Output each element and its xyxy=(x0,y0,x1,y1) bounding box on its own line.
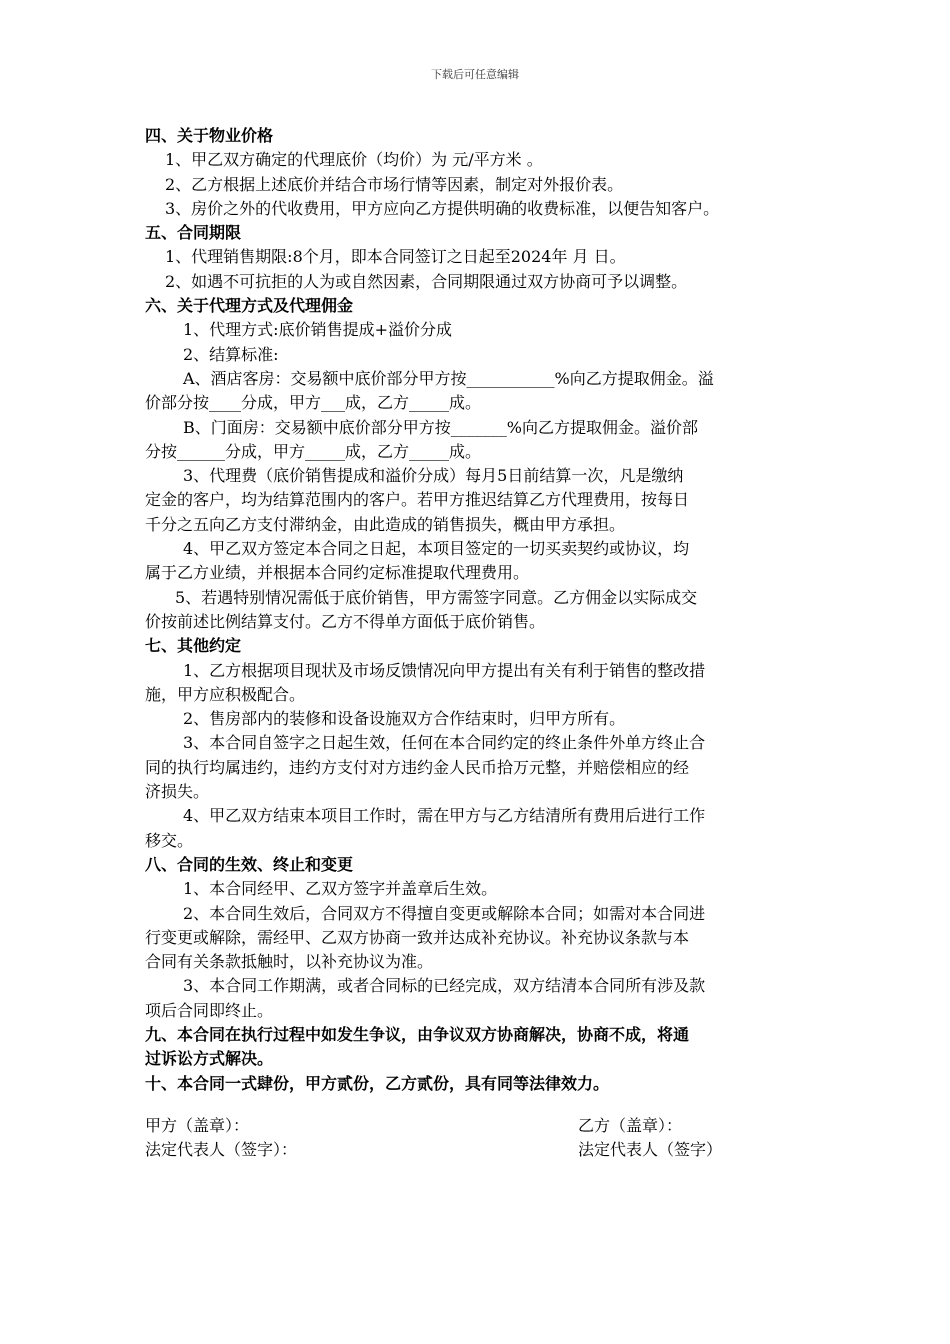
contract-body xyxy=(145,124,825,1162)
clause-line: 4、甲乙双方签定本合同之日起，本项目签定的一切买卖契约或协议，均 xyxy=(183,539,690,559)
clause-line: 5、若遇特别情况需低于底价销售，甲方需签字同意。乙方佣金以实际成交 xyxy=(175,587,698,607)
clause-line: B、门面房：交易额中底价部分甲方按_______%向乙方提取佣金。溢价部 xyxy=(183,417,698,437)
representative-row xyxy=(145,1138,825,1162)
clause-line: 1、代理销售期限:8个月，即本合同签订之日起至2024年 月 日。 xyxy=(165,247,626,267)
clause-line: 3、房价之外的代收费用，甲方应向乙方提供明确的收费标准，以便告知客户。 xyxy=(165,198,720,218)
clause-line: 价按前述比例结算支付。乙方不得单方面低于底价销售。 xyxy=(145,611,546,631)
party-a-representative-label: 法定代表人（签字）： xyxy=(145,1140,298,1160)
section-heading: 六、关于代理方式及代理佣金 xyxy=(145,296,354,316)
clause-line: 3、本合同工作期满，或者合同标的已经完成，双方结清本合同所有涉及款 xyxy=(183,976,706,996)
clause-line: 定金的客户，均为结算范围内的客户。若甲方推迟结算乙方代理费用，按每日 xyxy=(145,490,690,510)
section-heading: 过诉讼方式解决。 xyxy=(145,1049,274,1069)
clause-line: 分按______分成，甲方_____成，乙方_____成。 xyxy=(145,441,482,461)
section-heading: 九、本合同在执行过程中如发生争议，由争议双方协商解决，协商不成，将通 xyxy=(145,1024,690,1044)
clause-line: 4、甲乙双方结束本项目工作时，需在甲方与乙方结清所有费用后进行工作 xyxy=(183,806,706,826)
party-a-seal-label: 甲方（盖章）： xyxy=(145,1115,250,1135)
section-heading: 八、合同的生效、终止和变更 xyxy=(145,854,354,874)
clause-line: 2、如遇不可抗拒的人为或自然因素，合同期限通过双方协商可予以调整。 xyxy=(165,271,688,291)
clause-line: 价部分按____分成，甲方___成，乙方_____成。 xyxy=(145,393,482,413)
clause-line: 3、本合同自签字之日起生效，任何在本合同约定的终止条件外单方终止合 xyxy=(183,733,706,753)
clause-line: 1、代理方式:底价销售提成+溢价分成 xyxy=(183,320,452,340)
clause-line: A、酒店客房：交易额中底价部分甲方按___________%向乙方提取佣金。溢 xyxy=(183,368,714,388)
clause-line: 济损失。 xyxy=(145,782,210,802)
clause-line: 2、本合同生效后，合同双方不得擅自变更或解除本合同；如需对本合同进 xyxy=(183,903,706,923)
clause-line: 1、甲乙双方确定的代理底价（均价）为 元/平方米 。 xyxy=(165,150,543,170)
clause-line: 千分之五向乙方支付滞纳金，由此造成的销售损失，概由甲方承担。 xyxy=(145,514,626,534)
clause-line: 2、售房部内的装修和设备设施双方合作结束时，归甲方所有。 xyxy=(183,709,626,729)
section-heading: 五、合同期限 xyxy=(145,223,242,243)
clause-line: 同的执行均属违约，违约方支付对方违约金人民币拾万元整，并赔偿相应的经 xyxy=(145,757,690,777)
clause-line: 属于乙方业绩，并根据本合同约定标准提取代理费用。 xyxy=(145,563,530,583)
clause-line: 1、本合同经甲、乙双方签字并盖章后生效。 xyxy=(183,879,498,899)
seal-row xyxy=(145,1114,825,1138)
party-b-representative-label: 法定代表人（签字） xyxy=(578,1140,723,1160)
section-heading: 四、关于物业价格 xyxy=(145,126,274,145)
section-heading: 七、其他约定 xyxy=(145,636,242,656)
clause-line: 移交。 xyxy=(145,830,194,850)
section-heading: 十、本合同一式肆份，甲方贰份，乙方贰份，具有同等法律效力。 xyxy=(145,1073,610,1093)
clause-line: 1、乙方根据项目现状及市场反馈情况向甲方提出有关有利于销售的整改措 xyxy=(183,660,706,680)
clause-line: 2、结算标准: xyxy=(183,344,279,364)
clause-line: 施，甲方应积极配合。 xyxy=(145,684,306,704)
clause-line: 2、乙方根据上述底价并结合市场行情等因素，制定对外报价表。 xyxy=(165,174,624,194)
clause-line: 行变更或解除，需经甲、乙双方协商一致并达成补充协议。补充协议条款与本 xyxy=(145,927,690,947)
party-b-seal-label: 乙方（盖章）： xyxy=(578,1115,683,1135)
clause-line: 项后合同即终止。 xyxy=(145,1000,274,1020)
spacer xyxy=(145,1096,825,1114)
clause-line: 合同有关条款抵触时，以补充协议为准。 xyxy=(145,952,434,972)
contract-clauses xyxy=(145,124,825,1096)
clause-line: 3、代理费（底价销售提成和溢价分成）每月5日前结算一次，凡是缴纳 xyxy=(183,466,684,486)
page-header: 下载后可任意编辑 xyxy=(431,68,519,81)
